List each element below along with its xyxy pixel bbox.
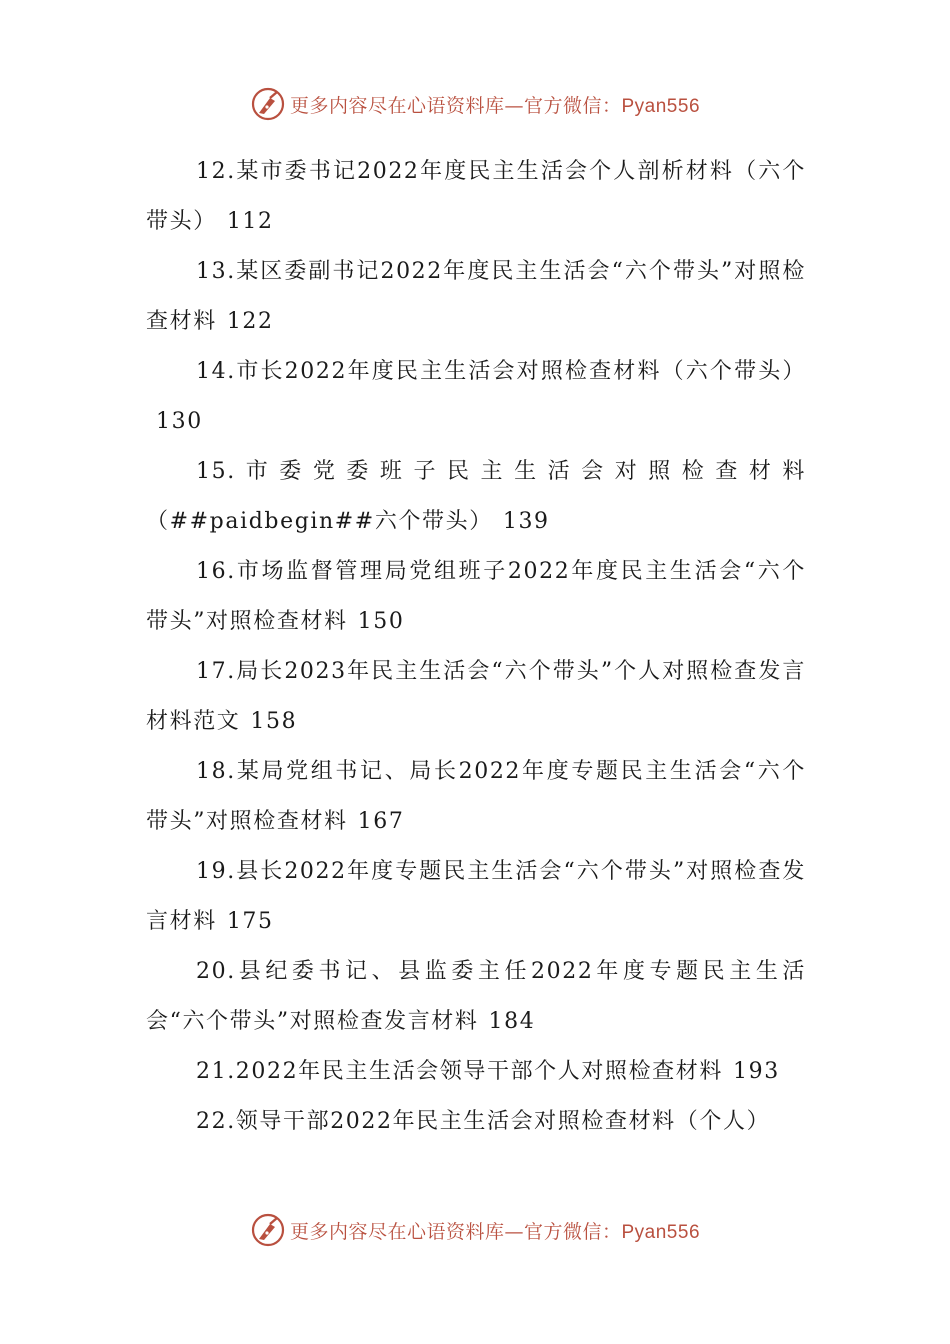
toc-entry-page: 150 <box>357 609 405 634</box>
toc-entry-title: 领导干部2022年民主生活会对照检查材料（个人） <box>235 1109 771 1134</box>
toc-entry-title: 某局党组书记、局长2022年度专题民主生活会“六个带头”对照检查材料 <box>146 759 806 834</box>
toc-entry-number: 22. <box>196 1109 236 1134</box>
toc-entry <box>146 447 806 547</box>
toc-entry-number: 17. <box>196 659 236 684</box>
toc-entry <box>146 847 806 947</box>
header-banner <box>0 84 950 124</box>
toc-entry-title: 市委党委班子民主生活会对照检查材料（##paidbegin##六个带头） <box>146 459 806 534</box>
toc-entry-page: 193 <box>733 1059 780 1084</box>
table-of-contents <box>146 147 806 1147</box>
toc-entry-page: 122 <box>226 309 274 334</box>
toc-entry-number: 16. <box>196 559 236 584</box>
toc-entry-number: 14. <box>196 359 236 384</box>
toc-entry-number: 13. <box>196 259 236 284</box>
toc-entry-number: 20. <box>196 959 236 984</box>
toc-entry-page: 184 <box>488 1009 536 1034</box>
toc-entry-page: 112 <box>226 209 274 234</box>
toc-entry-page: 130 <box>156 409 203 434</box>
footer-text: 更多内容尽在心语资料库—官方微信：Pyan556 <box>289 1220 701 1243</box>
toc-entry <box>146 747 806 847</box>
toc-entry-title: 某市委书记2022年度民主生活会个人剖析材料（六个带头） <box>146 159 806 234</box>
header-text: 更多内容尽在心语资料库—官方微信：Pyan556 <box>289 94 701 117</box>
toc-entry-number: 12. <box>196 159 236 184</box>
toc-entry-title: 某区委副书记2022年度民主生活会“六个带头”对照检查材料 <box>146 259 806 334</box>
toc-entry <box>146 1047 806 1097</box>
toc-entry-page: 158 <box>250 709 298 734</box>
toc-entry-title: 局长2023年民主生活会“六个带头”个人对照检查发言材料范文 <box>146 659 806 734</box>
toc-entry <box>146 247 806 347</box>
toc-entry <box>146 147 806 247</box>
toc-entry-title: 2022年民主生活会领导干部个人对照检查材料 <box>235 1059 723 1084</box>
pen-nib-logo-icon <box>250 1212 286 1248</box>
toc-entry-title: 市长2022年度民主生活会对照检查材料（六个带头） <box>235 359 806 384</box>
toc-entry <box>146 1097 806 1147</box>
toc-entry-page: 139 <box>502 509 550 534</box>
toc-entry-title: 县纪委书记、县监委主任2022年度专题民主生活会“六个带头”对照检查发言材料 <box>146 959 806 1034</box>
toc-entry-number: 21. <box>196 1059 236 1084</box>
toc-entry-page: 175 <box>226 909 274 934</box>
toc-entry-number: 19. <box>196 859 236 884</box>
toc-entry <box>146 347 806 447</box>
toc-entry-page: 167 <box>357 809 405 834</box>
toc-entry-title: 县长2022年度专题民主生活会“六个带头”对照检查发言材料 <box>146 859 806 934</box>
pen-nib-logo-icon <box>250 86 286 122</box>
footer-banner <box>0 1210 950 1250</box>
toc-entry-number: 18. <box>196 759 236 784</box>
toc-entry <box>146 547 806 647</box>
toc-entry <box>146 647 806 747</box>
toc-entry <box>146 947 806 1047</box>
toc-entry-number: 15. <box>196 459 236 484</box>
toc-entry-title: 市场监督管理局党组班子2022年度民主生活会“六个带头”对照检查材料 <box>146 559 806 634</box>
